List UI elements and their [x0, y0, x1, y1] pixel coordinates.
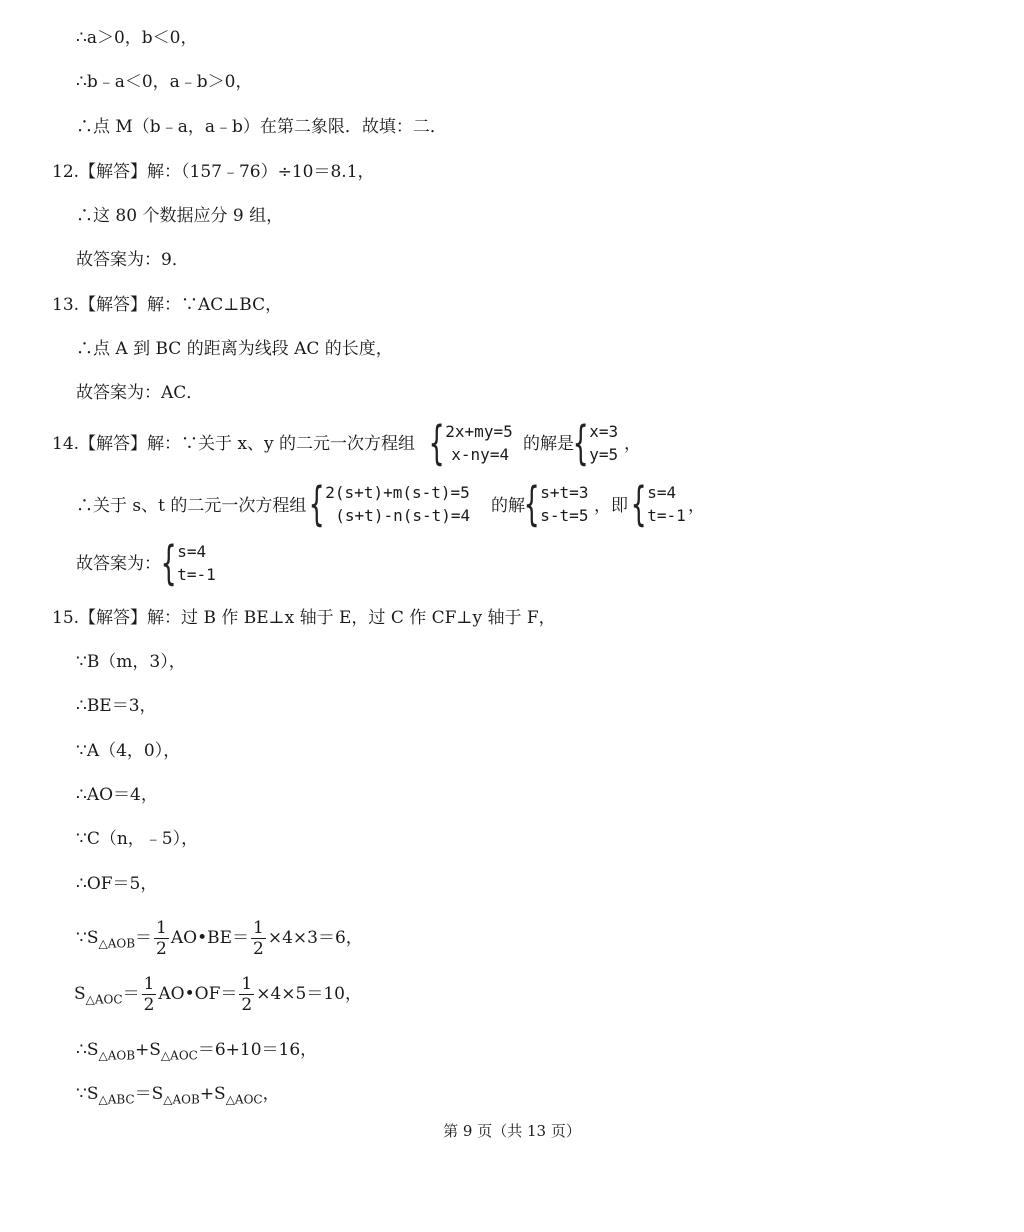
text-fragment: 的解: [491, 496, 525, 516]
equation: s+t=3: [540, 483, 589, 502]
text-fragment: 的解是: [523, 434, 574, 454]
brace-icon: {: [572, 416, 589, 470]
text-line: 故答案为：: [76, 554, 161, 574]
text-fragment: ∴S: [76, 1040, 99, 1060]
brace-icon: {: [630, 477, 647, 531]
text-fragment: ∵S: [76, 928, 99, 948]
equation: s=4: [177, 542, 207, 561]
fraction: [251, 918, 266, 959]
equation: 2(s+t)+m(s-t)=5: [325, 483, 470, 502]
text-line: ∴点 A 到 BC 的距离为线段 AC 的长度，: [76, 339, 393, 359]
text-line: [76, 1082, 280, 1111]
area-formula-aoc: [74, 972, 362, 1021]
solution-system-xy: [572, 416, 619, 470]
brace-icon: {: [308, 477, 325, 531]
text-fragment: ＝S: [134, 1084, 164, 1104]
answer-heading-12: 12.【解答】解：（157﹣76）÷10＝8.1，: [52, 162, 375, 182]
numerator: 1: [156, 918, 167, 938]
text-fragment: ，即: [594, 496, 628, 516]
answer-heading-14: 14.【解答】解：∵关于 x、y 的二元一次方程组: [52, 434, 416, 454]
denominator: 2: [156, 939, 167, 959]
equation: (s+t)-n(s-t)=4: [335, 506, 471, 525]
brace-icon: {: [428, 416, 445, 470]
text-fragment: +S: [199, 1084, 226, 1104]
text-fragment: ＝: [135, 928, 153, 948]
text-line: ∵A（4，0），: [76, 741, 181, 761]
subscript: △AOB: [98, 936, 136, 951]
text-fragment: AO•OF＝: [158, 984, 238, 1004]
equation-system-st: [308, 477, 471, 531]
fraction: [239, 974, 254, 1015]
fraction: [142, 974, 157, 1015]
subscript: △AOB: [163, 1092, 200, 1107]
text-line: ∴b﹣a＜0，a﹣b＞0，: [76, 72, 253, 92]
numerator: 1: [241, 974, 253, 994]
text-fragment: ，: [624, 434, 641, 454]
subscript: △AOC: [225, 1092, 263, 1107]
equation: t=-1: [647, 506, 686, 525]
brace-icon: {: [523, 477, 540, 531]
text-line: ∴AO＝4，: [76, 785, 158, 805]
denominator: 2: [143, 995, 155, 1015]
equation-system-xy: [428, 416, 513, 470]
text-line: [76, 1038, 317, 1067]
text-fragment: ×4×3＝6，: [267, 928, 363, 948]
text-line: ∴OF＝5，: [76, 874, 158, 894]
equation: x=3: [589, 422, 619, 441]
denominator: 2: [241, 995, 253, 1015]
answer-heading-15: 15.【解答】解：过 B 作 BE⊥x 轴于 E，过 C 作 CF⊥y 轴于 F，: [52, 608, 556, 628]
text-line: 故答案为：AC．: [76, 383, 204, 403]
text-fragment: S: [74, 984, 86, 1004]
text-line: ∴关于 s、t 的二元一次方程组: [76, 496, 307, 516]
text-fragment: +S: [135, 1040, 161, 1060]
text-fragment: ∵S: [76, 1084, 99, 1104]
text-fragment: ＝: [122, 984, 140, 1004]
text-line: ∴点 M（b﹣a，a﹣b）在第二象限．故填：二．: [76, 117, 447, 137]
numerator: 1: [143, 974, 155, 994]
text-fragment: ＝6+10＝16，: [197, 1040, 318, 1060]
subscript: △AOB: [98, 1048, 136, 1063]
denominator: 2: [253, 939, 264, 959]
equation: s=4: [647, 483, 677, 502]
text-line: ∴a＞0，b＜0，: [76, 28, 198, 48]
equation: t=-1: [177, 565, 216, 584]
equation: y=5: [589, 445, 619, 464]
subscript: △ABC: [98, 1092, 135, 1107]
equation: s-t=5: [540, 506, 589, 525]
text-line: ∴这 80 个数据应分 9 组，: [76, 206, 284, 226]
text-line: ∵C（n，﹣5），: [76, 829, 199, 849]
intermediate-system: [523, 477, 589, 531]
numerator: 1: [253, 918, 264, 938]
text-fragment: ，: [262, 1084, 280, 1104]
text-line: ∴BE＝3，: [76, 696, 157, 716]
area-formula-aob: [76, 916, 363, 965]
equation: 2x+my=5: [445, 422, 513, 441]
equation: x-ny=4: [451, 445, 510, 464]
text-fragment: ，: [688, 496, 705, 516]
final-answer-system: [160, 536, 216, 590]
solution-system-st: [630, 477, 686, 531]
brace-icon: {: [160, 536, 177, 590]
text-line: ∵B（m，3），: [76, 652, 186, 672]
subscript: △AOC: [160, 1048, 198, 1063]
text-line: 故答案为：9．: [76, 250, 189, 270]
subscript: △AOC: [85, 992, 123, 1007]
fraction: [154, 918, 169, 959]
page-footer: 第 9 页（共 13 页）: [443, 1122, 581, 1140]
text-fragment: AO•BE＝: [170, 928, 250, 948]
text-fragment: ×4×5＝10，: [256, 984, 362, 1004]
answer-heading-13: 13.【解答】解：∵AC⊥BC，: [52, 295, 283, 315]
